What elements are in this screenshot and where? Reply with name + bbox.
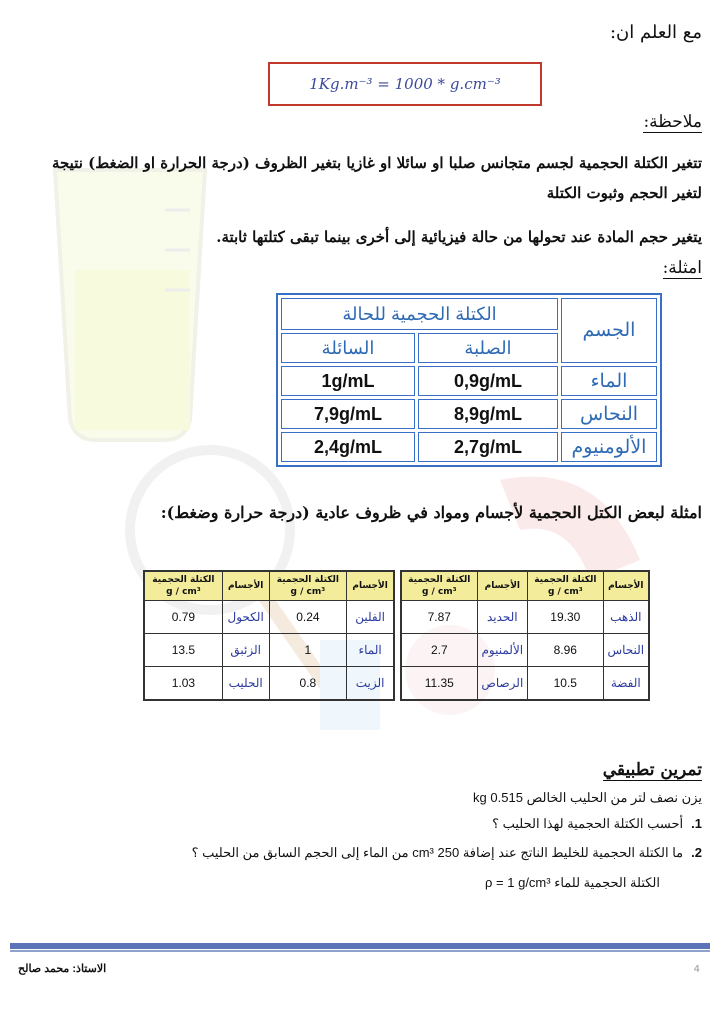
liquid-cell: 2,4g/mL <box>281 432 415 462</box>
density-table-left <box>143 570 395 701</box>
footer-divider-thin <box>10 950 710 952</box>
page-number: 4 <box>693 964 700 975</box>
unit-label: g / cm³ <box>421 587 457 597</box>
solid-header: الصلبة <box>418 333 558 363</box>
solid-cell: 0,9g/mL <box>418 366 558 396</box>
material-cell: النحاس <box>603 634 649 667</box>
unit-label: g / cm³ <box>290 587 326 597</box>
liquid-cell: 7,9g/mL <box>281 399 415 429</box>
state-density-table <box>276 293 662 467</box>
material-cell: الكحول <box>222 601 269 634</box>
material-cell: الحديد <box>477 601 527 634</box>
teacher-name: الاستاذ: محمد صالح <box>18 963 107 975</box>
examples2-title: امثلة لبعض الكتل الحجمية لأجسام ومواد في ظروف عادية (درجة حرارة وضغط): <box>160 503 702 522</box>
solid-cell: 2,7g/mL <box>418 432 558 462</box>
col-body-header: الأجسام <box>347 571 394 601</box>
value-cell: 0.8 <box>269 667 347 701</box>
value-cell: 11.35 <box>401 667 477 701</box>
note-title: ملاحظة: <box>643 112 702 132</box>
exercise-intro: يزن نصف لتر من الحليب الخالص 0.515 kg <box>473 790 702 805</box>
value-cell: 0.79 <box>144 601 222 634</box>
value-cell: 10.5 <box>528 667 604 701</box>
liquid-cell: 1g/mL <box>281 366 415 396</box>
col-density-label: الكتلة الحجمية <box>152 575 215 585</box>
material-cell: الماء <box>347 634 394 667</box>
unit-label: g / cm³ <box>166 587 201 597</box>
exercise-title-text: تمرين تطبيقي <box>602 760 702 780</box>
material-cell: الزئبق <box>222 634 269 667</box>
value-cell: 2.7 <box>401 634 477 667</box>
footer-divider <box>10 943 710 949</box>
col-body-header: الأجسام <box>603 571 649 601</box>
liquid-header: السائلة <box>281 333 415 363</box>
exercise-title <box>603 760 702 780</box>
value-cell: 1.03 <box>144 667 222 701</box>
col-body-header: الأجسام <box>222 571 269 601</box>
value-cell: 8.96 <box>528 634 604 667</box>
value-cell: 19.30 <box>528 601 604 634</box>
table-row <box>281 366 657 396</box>
col-density-header <box>269 571 347 601</box>
material-cell: النحاس <box>561 399 657 429</box>
material-cell: الألمنيوم <box>477 634 527 667</box>
header-title: مع العلم ان: <box>609 22 702 43</box>
table-row <box>144 634 394 667</box>
table-row <box>401 601 649 634</box>
material-cell: الزيت <box>347 667 394 701</box>
unit-label: g / cm³ <box>547 587 583 597</box>
col-density-label: الكتلة الحجمية <box>408 575 471 585</box>
formula-box <box>268 62 542 106</box>
note-paragraph-2: يتغير حجم المادة عند تحولها من حالة فيزيائية إلى أخرى بينما تبقى كتلتها ثابتة. <box>216 228 702 246</box>
table-row <box>144 667 394 701</box>
question-number: 2. <box>691 845 702 860</box>
examples-title: امثلة: <box>662 258 702 278</box>
col-density-header <box>144 571 222 601</box>
table-row <box>401 634 649 667</box>
note-paragraph-1: تتغير الكتلة الحجمية لجسم متجانس صلبا او سائلا او غازيا بتغير الظروف (درجة الحرارة او الضغط) نتيجة لتغير الحجم وثبوت الكتلة <box>51 154 702 202</box>
material-cell: الحليب <box>222 667 269 701</box>
col-density-header <box>528 571 604 601</box>
value-cell: 7.87 <box>401 601 477 634</box>
material-cell: الفضة <box>603 667 649 701</box>
material-cell: الرصاص <box>477 667 527 701</box>
solid-cell: 8,9g/mL <box>418 399 558 429</box>
material-cell: الماء <box>561 366 657 396</box>
col-density-label: الكتلة الحجمية <box>534 575 597 585</box>
table-row <box>281 432 657 462</box>
group-header: الكتلة الحجمية للحالة <box>281 298 558 330</box>
material-cell: الفلين <box>347 601 394 634</box>
col-density-header <box>401 571 477 601</box>
value-cell: 13.5 <box>144 634 222 667</box>
exercise-hint: الكتلة الحجمية للماء ρ = 1 g/cm³ <box>485 875 660 890</box>
density-table-right <box>400 570 650 701</box>
question-text: ما الكتلة الحجمية للخليط الناتج عند إضافة 250 cm³ من الماء إلى الحجم السابق من الحليب ؟ <box>191 845 684 860</box>
exercise-question-2 <box>192 845 702 861</box>
question-text: أحسب الكتلة الحجمية لهذا الحليب ؟ <box>492 816 684 831</box>
exercise-question-1 <box>492 816 702 832</box>
density-unit-formula: 1Kg.m⁻³ = 1000 * g.cm⁻³ <box>309 75 501 93</box>
material-cell: الذهب <box>603 601 649 634</box>
body-header: الجسم <box>561 298 657 363</box>
value-cell: 1 <box>269 634 347 667</box>
table-row <box>144 601 394 634</box>
col-body-header: الأجسام <box>477 571 527 601</box>
value-cell: 0.24 <box>269 601 347 634</box>
table-row <box>281 399 657 429</box>
table-row <box>401 667 649 701</box>
question-number: 1. <box>691 816 702 831</box>
material-cell: الألومنيوم <box>561 432 657 462</box>
col-density-label: الكتلة الحجمية <box>276 575 339 585</box>
